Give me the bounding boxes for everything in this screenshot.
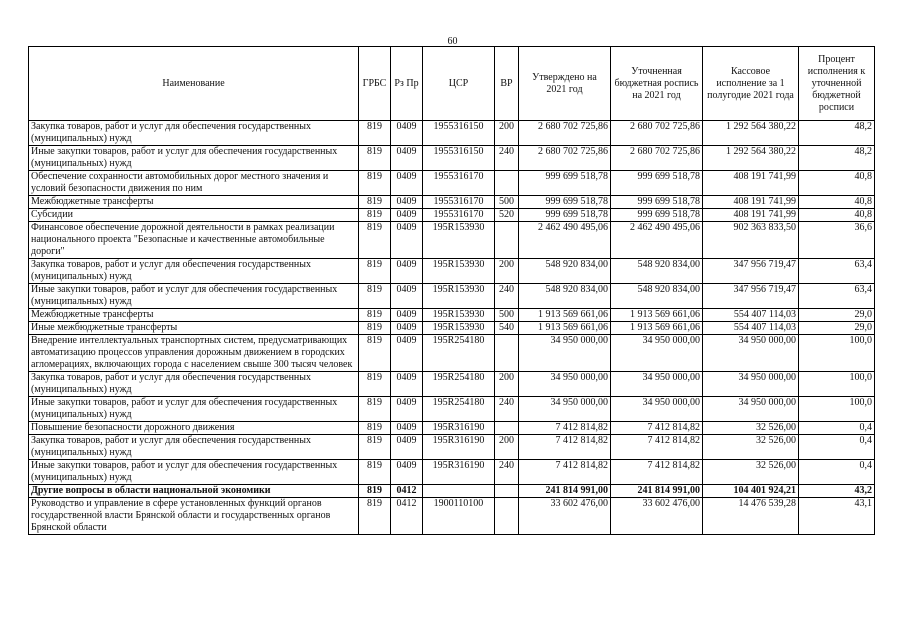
table-row <box>29 460 875 485</box>
cell-vr: 240 <box>495 146 519 171</box>
cell-name: Межбюджетные трансферты <box>29 196 359 209</box>
cell-grbs: 819 <box>359 309 391 322</box>
cell-vr: 520 <box>495 209 519 222</box>
cell-revised: 33 602 476,00 <box>611 498 703 535</box>
table-row <box>29 171 875 196</box>
cell-approved: 34 950 000,00 <box>519 335 611 372</box>
cell-rzpr: 0409 <box>391 435 423 460</box>
cell-cash: 104 401 924,21 <box>703 485 799 498</box>
cell-csr: 195R316190 <box>423 460 495 485</box>
table-row <box>29 498 875 535</box>
table-row <box>29 335 875 372</box>
cell-percent: 43,2 <box>799 485 875 498</box>
cell-vr <box>495 171 519 196</box>
cell-percent: 63,4 <box>799 284 875 309</box>
cell-cash: 554 407 114,03 <box>703 322 799 335</box>
cell-cash: 408 191 741,99 <box>703 196 799 209</box>
cell-percent: 100,0 <box>799 335 875 372</box>
cell-grbs: 819 <box>359 209 391 222</box>
header-grbs: ГРБС <box>359 47 391 121</box>
cell-cash: 408 191 741,99 <box>703 209 799 222</box>
cell-name: Субсидии <box>29 209 359 222</box>
cell-csr: 195R153930 <box>423 222 495 259</box>
cell-grbs: 819 <box>359 498 391 535</box>
cell-vr: 200 <box>495 372 519 397</box>
cell-vr: 200 <box>495 121 519 146</box>
cell-cash: 347 956 719,47 <box>703 284 799 309</box>
cell-rzpr: 0409 <box>391 372 423 397</box>
cell-name: Финансовое обеспечение дорожной деятельности в рамках реализации национального проекта "Безопасные и качественные автомобильные дороги" <box>29 222 359 259</box>
header-revised: Уточненная бюджетная роспись на 2021 год <box>611 47 703 121</box>
cell-cash: 1 292 564 380,22 <box>703 146 799 171</box>
cell-csr: 195R254180 <box>423 397 495 422</box>
cell-approved: 999 699 518,78 <box>519 196 611 209</box>
cell-vr <box>495 498 519 535</box>
header-percent: Процент исполнения к уточненной бюджетной росписи <box>799 47 875 121</box>
cell-percent: 43,1 <box>799 498 875 535</box>
cell-name: Иные закупки товаров, работ и услуг для обеспечения государственных (муниципальных) нужд <box>29 397 359 422</box>
cell-csr: 195R254180 <box>423 372 495 397</box>
cell-vr: 500 <box>495 196 519 209</box>
cell-grbs: 819 <box>359 435 391 460</box>
cell-name: Руководство и управление в сфере установленных функций органов государственной власти Брянской области и государственных органов Брянской области <box>29 498 359 535</box>
cell-approved: 7 412 814,82 <box>519 435 611 460</box>
cell-grbs: 819 <box>359 284 391 309</box>
cell-name: Повышение безопасности дорожного движения <box>29 422 359 435</box>
cell-vr: 240 <box>495 460 519 485</box>
cell-rzpr: 0409 <box>391 422 423 435</box>
cell-vr: 500 <box>495 309 519 322</box>
table-row <box>29 435 875 460</box>
cell-grbs: 819 <box>359 222 391 259</box>
cell-revised: 1 913 569 661,06 <box>611 309 703 322</box>
table-row <box>29 284 875 309</box>
cell-approved: 1 913 569 661,06 <box>519 309 611 322</box>
cell-vr: 200 <box>495 259 519 284</box>
cell-rzpr: 0409 <box>391 209 423 222</box>
table-row <box>29 422 875 435</box>
table-row <box>29 222 875 259</box>
cell-percent: 29,0 <box>799 322 875 335</box>
cell-approved: 548 920 834,00 <box>519 259 611 284</box>
cell-revised: 7 412 814,82 <box>611 460 703 485</box>
cell-cash: 1 292 564 380,22 <box>703 121 799 146</box>
budget-execution-table <box>28 46 875 535</box>
cell-revised: 241 814 991,00 <box>611 485 703 498</box>
cell-grbs: 819 <box>359 460 391 485</box>
table-row <box>29 259 875 284</box>
cell-grbs: 819 <box>359 121 391 146</box>
cell-revised: 999 699 518,78 <box>611 171 703 196</box>
cell-cash: 408 191 741,99 <box>703 171 799 196</box>
cell-csr: 1900110100 <box>423 498 495 535</box>
cell-percent: 40,8 <box>799 209 875 222</box>
cell-csr: 195R153930 <box>423 309 495 322</box>
table-row <box>29 209 875 222</box>
cell-grbs: 819 <box>359 372 391 397</box>
cell-rzpr: 0409 <box>391 284 423 309</box>
cell-grbs: 819 <box>359 322 391 335</box>
cell-grbs: 819 <box>359 196 391 209</box>
cell-approved: 548 920 834,00 <box>519 284 611 309</box>
header-cash: Кассовое исполнение за 1 полугодие 2021 года <box>703 47 799 121</box>
cell-csr: 1955316170 <box>423 196 495 209</box>
cell-cash: 14 476 539,28 <box>703 498 799 535</box>
header-csr: ЦСР <box>423 47 495 121</box>
header-rzpr: Рз Пр <box>391 47 423 121</box>
cell-rzpr: 0412 <box>391 498 423 535</box>
cell-csr: 195R316190 <box>423 422 495 435</box>
cell-name: Иные закупки товаров, работ и услуг для обеспечения государственных (муниципальных) нужд <box>29 146 359 171</box>
cell-rzpr: 0409 <box>391 309 423 322</box>
cell-revised: 548 920 834,00 <box>611 259 703 284</box>
cell-rzpr: 0409 <box>391 222 423 259</box>
cell-revised: 1 913 569 661,06 <box>611 322 703 335</box>
table-header-row <box>29 47 875 121</box>
cell-approved: 2 680 702 725,86 <box>519 121 611 146</box>
cell-rzpr: 0409 <box>391 397 423 422</box>
cell-csr: 195R316190 <box>423 435 495 460</box>
cell-cash: 32 526,00 <box>703 422 799 435</box>
cell-revised: 34 950 000,00 <box>611 335 703 372</box>
cell-cash: 554 407 114,03 <box>703 309 799 322</box>
cell-name: Иные межбюджетные трансферты <box>29 322 359 335</box>
cell-rzpr: 0409 <box>391 146 423 171</box>
cell-name: Закупка товаров, работ и услуг для обеспечения государственных (муниципальных) нужд <box>29 435 359 460</box>
cell-revised: 34 950 000,00 <box>611 397 703 422</box>
cell-vr <box>495 222 519 259</box>
cell-csr: 195R153930 <box>423 284 495 309</box>
cell-rzpr: 0409 <box>391 322 423 335</box>
table-row <box>29 485 875 498</box>
cell-percent: 40,8 <box>799 171 875 196</box>
cell-approved: 2 680 702 725,86 <box>519 146 611 171</box>
cell-grbs: 819 <box>359 259 391 284</box>
cell-name: Закупка товаров, работ и услуг для обеспечения государственных (муниципальных) нужд <box>29 259 359 284</box>
cell-vr <box>495 485 519 498</box>
cell-percent: 100,0 <box>799 372 875 397</box>
cell-grbs: 819 <box>359 485 391 498</box>
cell-rzpr: 0409 <box>391 171 423 196</box>
cell-percent: 0,4 <box>799 422 875 435</box>
cell-name: Межбюджетные трансферты <box>29 309 359 322</box>
cell-cash: 34 950 000,00 <box>703 372 799 397</box>
cell-cash: 32 526,00 <box>703 435 799 460</box>
table-row <box>29 372 875 397</box>
cell-rzpr: 0409 <box>391 460 423 485</box>
cell-name: Иные закупки товаров, работ и услуг для обеспечения государственных (муниципальных) нужд <box>29 284 359 309</box>
cell-name: Внедрение интеллектуальных транспортных систем, предусматривающих автоматизацию процессов управления дорожным движением в городских агломерациях, включающих города с населением свыше 300 тысяч человек <box>29 335 359 372</box>
cell-csr <box>423 485 495 498</box>
cell-revised: 7 412 814,82 <box>611 435 703 460</box>
cell-cash: 34 950 000,00 <box>703 335 799 372</box>
cell-csr: 1955316170 <box>423 171 495 196</box>
cell-rzpr: 0409 <box>391 121 423 146</box>
cell-rzpr: 0409 <box>391 335 423 372</box>
cell-approved: 2 462 490 495,06 <box>519 222 611 259</box>
cell-revised: 2 462 490 495,06 <box>611 222 703 259</box>
cell-approved: 34 950 000,00 <box>519 397 611 422</box>
cell-approved: 7 412 814,82 <box>519 460 611 485</box>
cell-revised: 7 412 814,82 <box>611 422 703 435</box>
cell-revised: 999 699 518,78 <box>611 209 703 222</box>
cell-percent: 100,0 <box>799 397 875 422</box>
header-name: Наименование <box>29 47 359 121</box>
header-vr: ВР <box>495 47 519 121</box>
cell-percent: 48,2 <box>799 121 875 146</box>
cell-percent: 40,8 <box>799 196 875 209</box>
cell-csr: 1955316170 <box>423 209 495 222</box>
header-approved: Утверждено на 2021 год <box>519 47 611 121</box>
cell-cash: 32 526,00 <box>703 460 799 485</box>
cell-vr <box>495 422 519 435</box>
cell-cash: 902 363 833,50 <box>703 222 799 259</box>
cell-percent: 0,4 <box>799 460 875 485</box>
cell-percent: 29,0 <box>799 309 875 322</box>
cell-approved: 33 602 476,00 <box>519 498 611 535</box>
cell-rzpr: 0412 <box>391 485 423 498</box>
table-body <box>29 121 875 535</box>
cell-approved: 34 950 000,00 <box>519 372 611 397</box>
table-row <box>29 309 875 322</box>
table-row <box>29 322 875 335</box>
cell-vr: 240 <box>495 397 519 422</box>
cell-csr: 195R153930 <box>423 259 495 284</box>
cell-approved: 7 412 814,82 <box>519 422 611 435</box>
cell-name: Другие вопросы в области национальной экономики <box>29 485 359 498</box>
cell-grbs: 819 <box>359 422 391 435</box>
cell-percent: 0,4 <box>799 435 875 460</box>
cell-csr: 1955316150 <box>423 121 495 146</box>
cell-revised: 999 699 518,78 <box>611 196 703 209</box>
cell-approved: 241 814 991,00 <box>519 485 611 498</box>
cell-name: Обеспечение сохранности автомобильных дорог местного значения и условий безопасности движения по ним <box>29 171 359 196</box>
cell-revised: 2 680 702 725,86 <box>611 146 703 171</box>
cell-vr: 540 <box>495 322 519 335</box>
cell-percent: 48,2 <box>799 146 875 171</box>
cell-csr: 1955316150 <box>423 146 495 171</box>
cell-cash: 347 956 719,47 <box>703 259 799 284</box>
cell-csr: 195R254180 <box>423 335 495 372</box>
cell-rzpr: 0409 <box>391 259 423 284</box>
cell-vr: 200 <box>495 435 519 460</box>
page-number: 60 <box>447 36 458 47</box>
cell-vr: 240 <box>495 284 519 309</box>
table-row <box>29 397 875 422</box>
cell-approved: 999 699 518,78 <box>519 209 611 222</box>
cell-grbs: 819 <box>359 397 391 422</box>
cell-csr: 195R153930 <box>423 322 495 335</box>
cell-grbs: 819 <box>359 146 391 171</box>
cell-vr <box>495 335 519 372</box>
cell-revised: 34 950 000,00 <box>611 372 703 397</box>
cell-approved: 1 913 569 661,06 <box>519 322 611 335</box>
cell-approved: 999 699 518,78 <box>519 171 611 196</box>
cell-percent: 36,6 <box>799 222 875 259</box>
cell-grbs: 819 <box>359 171 391 196</box>
cell-revised: 2 680 702 725,86 <box>611 121 703 146</box>
cell-name: Закупка товаров, работ и услуг для обеспечения государственных (муниципальных) нужд <box>29 121 359 146</box>
cell-grbs: 819 <box>359 335 391 372</box>
table-row <box>29 121 875 146</box>
cell-name: Иные закупки товаров, работ и услуг для обеспечения государственных (муниципальных) нужд <box>29 460 359 485</box>
cell-percent: 63,4 <box>799 259 875 284</box>
table-row <box>29 146 875 171</box>
cell-cash: 34 950 000,00 <box>703 397 799 422</box>
cell-rzpr: 0409 <box>391 196 423 209</box>
cell-revised: 548 920 834,00 <box>611 284 703 309</box>
table-row <box>29 196 875 209</box>
cell-name: Закупка товаров, работ и услуг для обеспечения государственных (муниципальных) нужд <box>29 372 359 397</box>
